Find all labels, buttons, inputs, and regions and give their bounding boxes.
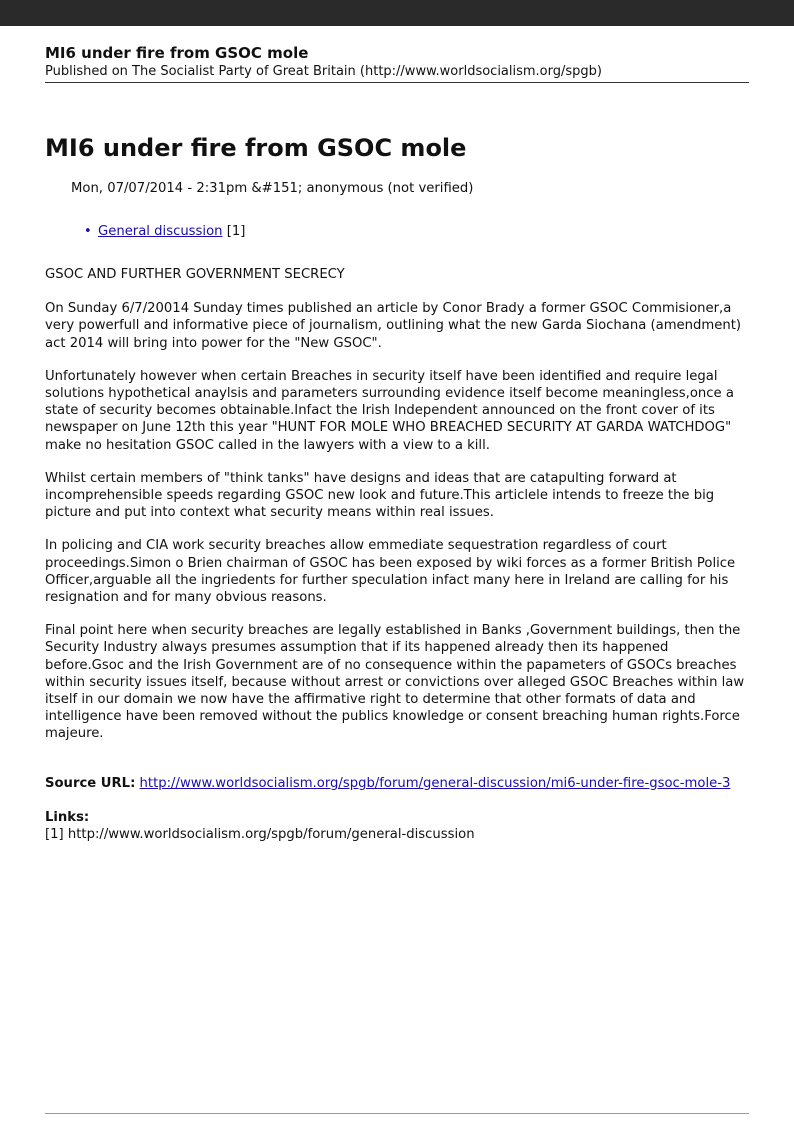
link-reference: [1] http://www.worldsocialism.org/spgb/forum/general-discussion [45,827,475,843]
document-header [45,44,749,83]
source-url-link[interactable]: http://www.worldsocialism.org/spgb/forum/general-discussion/mi6-under-fire-gsoc-mole-3 [139,775,731,791]
article-paragraph: Whilst certain members of "think tanks" have designs and ideas that are catapulting forward at incomprehensible speeds regarding GSOC new look and future.This articlele intends to freeze the big picture and put into context what security means within real issues. [45,470,715,521]
source-url-label: Source URL: [45,775,136,791]
header-divider [45,82,749,83]
footer-divider [45,1113,749,1114]
links-label: Links: [45,809,90,825]
article-title: MI6 under fire from GSOC mole [45,134,467,162]
article-paragraph: Unfortunately however when certain Breaches in security itself have been identified and require legal solutions hypothetical anaylsis and parameters surrounding evidence itself become meaningless,once a state of security becomes obtainable.Infact the Irish Independent announced on the front cover of its newspaper on June 12th this year "HUNT FOR MOLE WHO BREACHED SECURITY AT GARDA WATCHDOG" make no hesitation GSOC called in the lawyers with a view to a kill. [45,368,734,453]
source-url-block [45,775,749,792]
taxonomy-item [84,223,749,241]
taxonomy-link-general-discussion[interactable]: General discussion [98,224,223,239]
article-body [45,266,749,743]
document-page [45,44,749,843]
header-title: MI6 under fire from GSOC mole [45,44,309,62]
viewer-top-bar [0,0,794,26]
header-published-line: Published on The Socialist Party of Great Britain (http://www.worldsocialism.org/spgb) [45,64,602,79]
taxonomy-list [45,223,749,241]
taxonomy-ref: [1] [226,224,246,239]
bullet-icon: • [84,224,92,239]
links-block [45,809,749,843]
article-subheading: GSOC AND FURTHER GOVERNMENT SECRECY [45,267,345,282]
article-paragraph: On Sunday 6/7/20014 Sunday times published an article by Conor Brady a former GSOC Commisioner,a very powerfull and informative piece of journalism, outlining what the new Garda Siochana (amendment) act 2014 will bring into power for the "New GSOC". [45,301,742,351]
article-paragraph: In policing and CIA work security breaches allow emmediate sequestration regardless of court proceedings.Simon o Brien chairman of GSOC has been exposed by wiki forces as a former British Police Officer,arguable all the ingriedents for further speculation infact many here in Ireland are calling for his resignation and for many obvious reasons. [45,538,736,606]
article-paragraph: Final point here when security breaches are legally established in Banks ,Government buildings, then the Security Industry always presumes assumption that if its happened already then its happened before.Gsoc and the Irish Government are of no consequence within the papameters of GSOCs breaches within security issues itself, because without arrest or convictions over alleged GSOC Breaches within law itself in our domain we now have the affirmative right to determine that other formats of data and intelligence have been removed without the publics knowledge or consent breaching human rights.Force majeure. [45,623,745,742]
article-meta: Mon, 07/07/2014 - 2:31pm &#151; anonymous (not verified) [71,181,474,196]
